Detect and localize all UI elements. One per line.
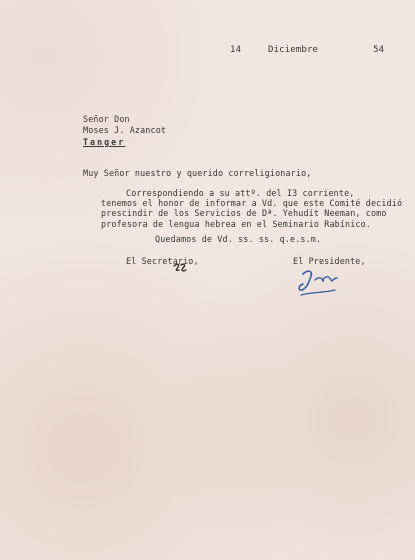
body-line-2: tenemos el honor de informar a Vd. que este Comité decidió xyxy=(101,198,403,208)
body-line-4: profesora de lengua hebrea en el Seminario Rabínico. xyxy=(101,219,371,229)
date-year: 54 xyxy=(373,45,385,55)
recipient-name: Moses J. Azancot xyxy=(83,125,167,135)
body-line-3: prescindir de los Servicios de Dª. Yehudit Neeman, como xyxy=(101,208,387,218)
salutation: Muy Señor nuestro y querido correligionario, xyxy=(83,168,312,178)
president-label: El Presidente, xyxy=(293,256,366,266)
body-line-1: Correspondiendo a su attº. del I3 corriente, xyxy=(126,188,355,198)
secretary-signature xyxy=(172,262,188,274)
recipient-city: Tanger xyxy=(83,137,126,147)
recipient-title: Señor Don xyxy=(83,114,130,124)
president-signature xyxy=(293,266,341,300)
secretary-label: El Secretario, xyxy=(126,256,199,266)
closing-formula: Quedamos de Vd. ss. ss. q.e.s.m. xyxy=(155,234,322,244)
date-day: 14 xyxy=(230,45,242,55)
date-month: Diciembre xyxy=(268,45,319,55)
